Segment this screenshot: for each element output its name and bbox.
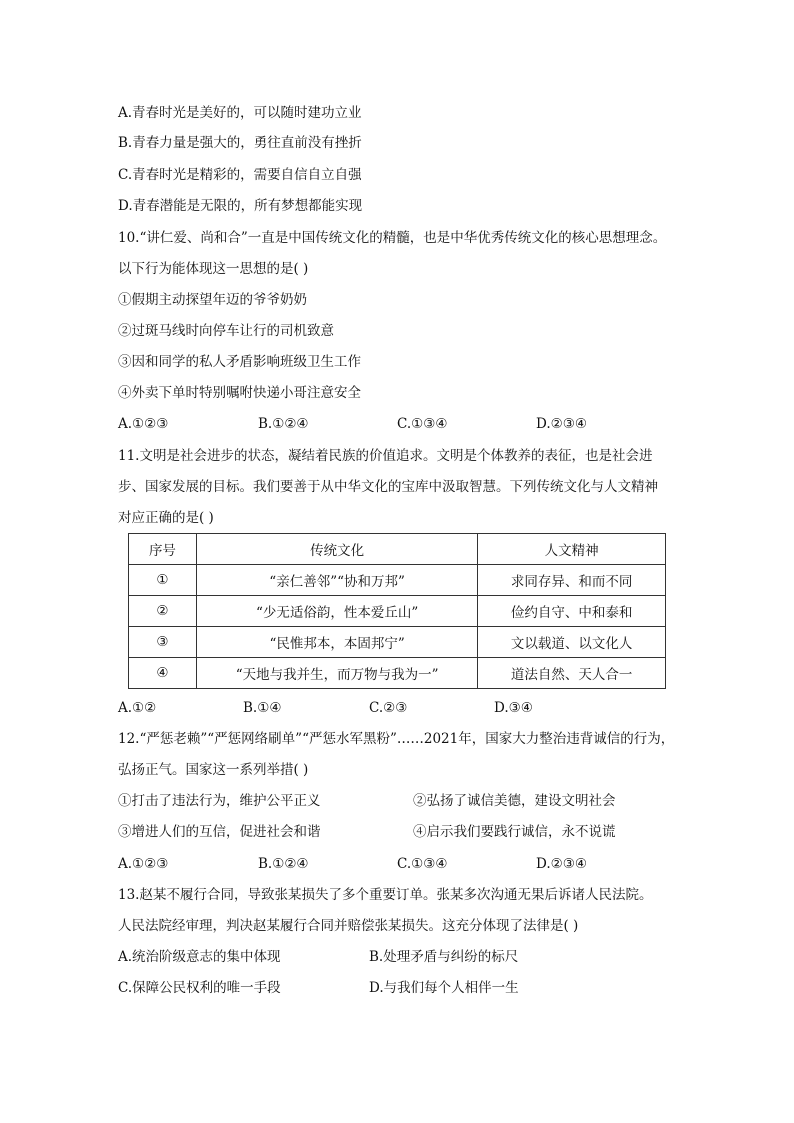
q13-stem-line1: 13.赵某不履行合同，导致张某损失了多个重要订单。张某多次沟通无果后诉诸人民法院。 [118,887,653,903]
table-header-cell: 传统文化 [196,534,477,565]
table-cell: ④ [129,658,197,689]
table-header-row [129,534,666,565]
q9-option-d: D.青春潜能是无限的，所有梦想都能实现 [118,198,363,214]
table-row [129,658,666,689]
q11-stem-line2: 步、国家发展的目标。我们要善于从中华文化的宝库中汲取智慧。下列传统文化与人文精神 [118,479,658,495]
q10-choice-a: A.①②③ [118,416,169,432]
q11-choice-d: D.③④ [494,700,533,716]
q12-items-row2 [118,823,678,841]
table-cell: “天地与我并生，而万物与我为一” [196,658,477,689]
q10-item-1: ①假期主动探望年迈的爷爷奶奶 [118,292,307,308]
table-cell: “少无适俗韵，性本爱丘山” [196,596,477,627]
q10-item-2: ②过斑马线时向停车让行的司机致意 [118,323,334,339]
q9-option-a: A.青春时光是美好的，可以随时建功立业 [118,105,362,121]
table-cell: 俭约自守、中和泰和 [478,596,666,627]
q11-choice-a: A.①② [118,700,157,716]
q10-choices [118,415,678,433]
table-cell: 文以载道、以文化人 [478,627,666,658]
q10-stem-line2: 以下行为能体现这一思想的是( ) [118,261,309,277]
q12-item-2: ②弘扬了诚信美德，建设文明社会 [413,793,616,809]
q10-choice-d: D.②③④ [536,416,587,432]
table-cell: ② [129,596,197,627]
q13-choice-b: B.处理矛盾与纠纷的标尺 [369,949,519,965]
table-cell: ① [129,565,197,596]
table-cell: “民惟邦本，本固邦宁” [196,627,477,658]
q13-choice-a: A.统治阶级意志的集中体现 [118,949,281,965]
q13-choice-c: C.保障公民权利的唯一手段 [118,980,281,996]
q12-choice-b: B.①②④ [258,856,309,872]
q13-choices-row1 [118,948,678,966]
q13-stem-line2: 人民法院经审理，判决赵某履行合同并赔偿张某损失。这充分体现了法律是( ) [118,918,579,934]
q12-choice-c: C.①③④ [397,856,448,872]
q10-choice-b: B.①②④ [258,416,309,432]
q12-stem-line1: 12.“严惩老赖”“严惩网络刷单”“严惩水军黑粉”……2021年，国家大力整治违背诚信的行为， [118,731,675,747]
q10-item-3: ③因和同学的私人矛盾影响班级卫生工作 [118,354,361,370]
q12-items-row1 [118,792,678,810]
q9-option-c: C.青春时光是精彩的，需要自信自立自强 [118,167,362,183]
q12-item-1: ①打击了违法行为，维护公平正义 [118,793,321,809]
q12-item-3: ③增进人们的互信，促进社会和谐 [118,824,321,840]
table-row [129,565,666,596]
q13-choices-row2 [118,979,678,997]
q10-stem-line1: 10.“讲仁爱、尚和合”一直是中国传统文化的精髓，也是中华优秀传统文化的核心思想理念。 [118,230,667,246]
table-header-cell: 序号 [129,534,197,565]
q12-item-4: ④启示我们要践行诚信，永不说谎 [413,824,616,840]
table-cell: “亲仁善邻”“协和万邦” [196,565,477,596]
q12-choice-a: A.①②③ [118,856,169,872]
table-cell: ③ [129,627,197,658]
table-cell: 道法自然、天人合一 [478,658,666,689]
q9-option-b: B.青春力量是强大的，勇往直前没有挫折 [118,135,362,151]
q13-choice-d: D.与我们每个人相伴一生 [369,980,519,996]
q12-stem-line2: 弘扬正气。国家这一系列举措( ) [118,762,309,778]
culture-spirit-table [128,533,666,689]
q11-stem-line1: 11.文明是社会进步的状态，凝结着民族的价值追求。文明是个体教养的表征，也是社会进 [118,448,653,464]
q11-choice-b: B.①④ [243,700,282,716]
q11-choices [118,699,678,717]
table-header-cell: 人文精神 [478,534,666,565]
q10-item-4: ④外卖下单时特别嘱咐快递小哥注意安全 [118,385,361,401]
table-row [129,627,666,658]
q10-choice-c: C.①③④ [397,416,448,432]
table-row [129,596,666,627]
table-cell: 求同存异、和而不同 [478,565,666,596]
q11-stem-line3: 对应正确的是( ) [118,510,214,526]
q11-choice-c: C.②③ [369,700,408,716]
q12-choice-d: D.②③④ [536,856,587,872]
q12-choices [118,855,678,873]
